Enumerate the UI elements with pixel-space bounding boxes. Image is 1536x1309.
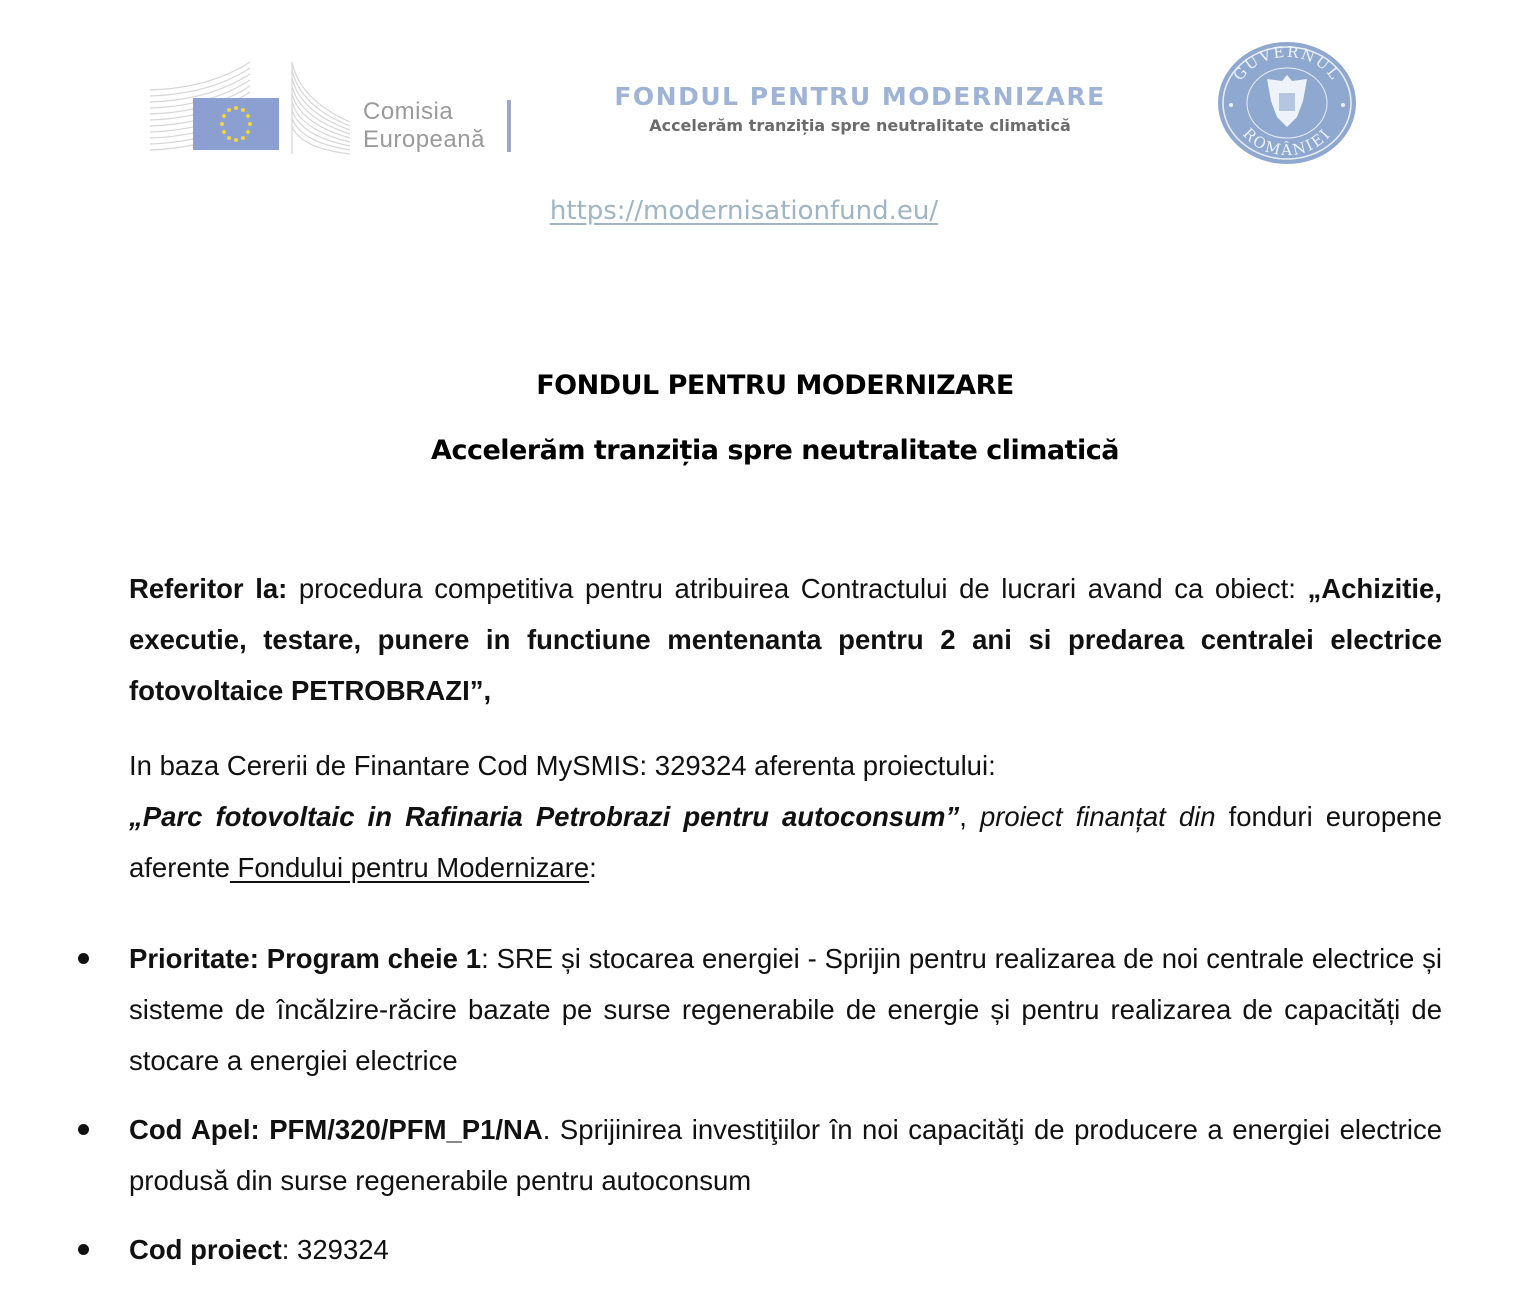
reference-paragraph [129,563,1442,716]
list-item-priority [0,933,1442,1086]
project-paragraph: „Parc fotovoltaic in Rafinaria Petrobrazi pentru autoconsum”, proiect finanțat din fonduri europene aferente Fondului pentru Modernizare: [129,801,1442,883]
svg-text:GUVERNUL: GUVERNUL [1229,42,1345,85]
document-header [0,0,1536,240]
list-item-text: : 329324 [281,1234,389,1265]
fund-logo-title: FONDUL PENTRU MODERNIZARE [614,82,1106,111]
financed-text: proiect finanțat din [979,801,1216,832]
document-body [129,563,1442,893]
eu-flag-icon [193,98,279,150]
list-item-text: : SRE și stocarea energiei - Sprijin pentru realizarea de noi centrale electrice și sisteme de încălzire-răcire bazate pe surse regenerabile de energie și pentru realizarea de capacități de stocare a energiei electrice [129,943,1442,1076]
bullet-icon [78,1244,89,1255]
reference-label: Referitor la: [129,573,288,604]
list-item-label: Cod Apel: PFM/320/PFM_P1/NA [129,1114,543,1145]
project-name: „Parc fotovoltaic in Rafinaria Petrobrazi pentru autoconsum” [129,801,960,832]
romanian-government-seal-icon [1217,41,1357,166]
reference-text: procedura competitiva pentru atribuirea Contractului de lucrari avand ca obiect: [287,573,1308,604]
document-titles [0,370,1536,466]
ec-logo-divider [507,100,511,152]
list-item-label: Cod proiect [129,1234,282,1265]
list-item-label: Prioritate: Program cheie 1 [129,943,482,974]
svg-text:ROMÂNIEI: ROMÂNIEI [1239,124,1335,160]
list-item-project-code [0,1224,1442,1275]
list-item-text: . Sprijinirea investiţiilor în noi capacităţi de producere a energiei electrice produsă din surse regenerabile pentru autoconsum [129,1114,1442,1196]
contract-object: „Achizitie, executie, testare, punere in functiune mentenanta pentru 2 ani si predarea centralei electrice fotovoltaice PETROBRAZI”, [129,573,1442,706]
european-commission-logo [150,60,515,160]
project-details-list [0,933,1442,1293]
bullet-icon [78,1124,89,1135]
fund-logo-subtitle: Accelerăm tranziția spre neutralitate climatică [649,116,1071,135]
bullet-icon [78,953,89,964]
page-subtitle: Accelerăm tranziția spre neutralitate climatică [431,435,1119,466]
page-title: FONDUL PENTRU MODERNIZARE [536,370,1014,401]
modernisation-fund-logo [560,82,1160,135]
ec-logo-text: Comisia Europeană [363,98,485,153]
basis-paragraph: In baza Cererii de Finantare Cod MySMIS: 329324 aferenta proiectului: [129,750,996,781]
list-item-call-code [0,1104,1442,1206]
fund-website-link[interactable]: https://modernisationfund.eu/ [549,196,939,226]
fund-reference-link[interactable]: Fondului pentru Modernizare [229,852,590,883]
